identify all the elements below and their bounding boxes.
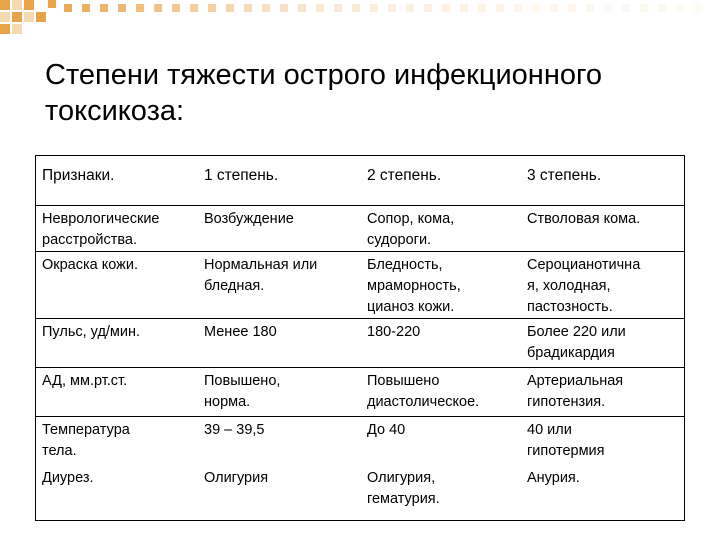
table-cell: 40 или гипотермия (527, 422, 605, 459)
table-cell: Возбуждение (198, 206, 361, 252)
table-cell: Диурез. (42, 470, 94, 486)
table-cell: АД, мм.рт.ст. (36, 368, 198, 417)
table-cell: Сопор, кома, судороги. (361, 206, 521, 252)
table-cell: Олигурия, гематурия. (367, 470, 440, 507)
table-cell: Повышено диастолическое. (361, 368, 521, 417)
checker-pattern (0, 0, 720, 36)
column-header-degree-1: 1 степень. (198, 156, 361, 206)
decorative-header-band (0, 0, 720, 36)
column-header-degree-2: 2 степень. (361, 156, 521, 206)
table-row (36, 417, 684, 466)
table-row (36, 368, 684, 417)
table-cell: Менее 180 (198, 319, 361, 368)
table-cell: Анурия. (527, 470, 580, 486)
table-cell: Окраска кожи. (36, 252, 198, 319)
table-cell: Нормальная или бледная. (198, 252, 361, 319)
table-row (36, 465, 684, 510)
table-row (36, 319, 684, 368)
slide-title: Степени тяжести острого инфекционного токсикоза: (45, 59, 603, 127)
column-header-degree-3: 3 степень. (521, 156, 684, 206)
severity-table-grid (36, 156, 684, 510)
table-cell: Неврологические расстройства. (36, 206, 198, 252)
table-row (36, 252, 684, 319)
table-cell: Пульс, уд/мин. (36, 319, 198, 368)
table-cell: Олигурия (204, 470, 269, 486)
table-header-row (36, 156, 684, 206)
table-cell: Более 220 или брадикардия (521, 319, 684, 368)
column-header-signs: Признаки. (36, 156, 198, 206)
table-cell: Температура тела. (42, 422, 130, 459)
table-cell: Повышено, норма. (198, 368, 361, 417)
table-cell: 180-220 (361, 319, 521, 368)
table-cell: 39 – 39,5 (204, 422, 265, 438)
severity-table (35, 155, 685, 521)
table-cell: Стволовая кома. (521, 206, 684, 252)
table-cell: Артериальная гипотензия. (521, 368, 684, 417)
table-cell: До 40 (367, 422, 406, 438)
table-cell: Сероцианотична я, холодная, пастозность. (521, 252, 684, 319)
table-row (36, 206, 684, 252)
table-cell: Бледность, мраморность, цианоз кожи. (361, 252, 521, 319)
